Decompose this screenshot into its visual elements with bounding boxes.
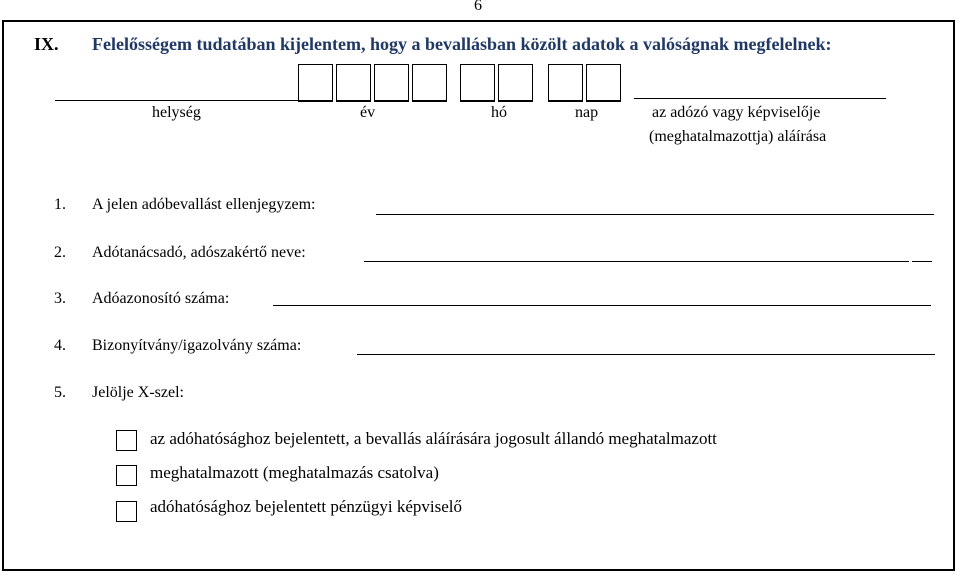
checkbox-label-permanent-agent: az adóhatósághoz bejelentett, a bevallás aláírására jogosult állandó meghatalmazott <box>150 429 717 448</box>
day-box-2[interactable] <box>586 64 621 102</box>
month-caption: hó <box>491 104 507 121</box>
checkbox-label-authorized-agent: meghatalmazott (meghatalmazás csatolva) <box>150 463 439 482</box>
item-number-5: 5. <box>54 384 66 401</box>
year-box-3[interactable] <box>374 64 409 102</box>
item-label-countersign: A jelen adóbevallást ellenjegyzem: <box>92 196 316 213</box>
month-box-1[interactable] <box>460 64 495 102</box>
item-label-advisor-name: Adótanácsadó, adószakértő neve: <box>92 244 306 261</box>
day-caption: nap <box>575 104 599 121</box>
page-number: 6 <box>474 0 482 14</box>
checkbox-authorized-agent[interactable] <box>116 465 137 486</box>
item-number-4: 4. <box>54 337 66 354</box>
checkbox-label-financial-representative: adóhatósághoz bejelentett pénzügyi képviselő <box>150 497 463 516</box>
certificate-line[interactable] <box>357 354 935 355</box>
item-number-3: 3. <box>54 290 66 307</box>
advisor-name-line[interactable] <box>364 261 909 262</box>
item-label-tax-id: Adóazonosító száma: <box>92 290 230 307</box>
day-box-1[interactable] <box>548 64 583 102</box>
countersign-line[interactable] <box>376 214 934 215</box>
signer-caption: az adózó vagy képviselője <box>652 104 821 121</box>
section-number: IX. <box>34 34 59 54</box>
item-number-1: 1. <box>54 196 66 213</box>
checkbox-financial-representative[interactable] <box>116 501 137 522</box>
year-box-1[interactable] <box>298 64 333 102</box>
month-box-2[interactable] <box>498 64 533 102</box>
declaration-text: Felelősségem tudatában kijelentem, hogy a bevallásban közölt adatok a valóságnak megfelelnek: <box>92 34 832 54</box>
place-line[interactable] <box>55 100 298 101</box>
signature-line[interactable] <box>634 98 886 99</box>
place-caption: helység <box>152 104 201 121</box>
item-label-certificate: Bizonyítvány/igazolvány száma: <box>92 337 302 354</box>
advisor-name-line-end <box>912 261 932 262</box>
year-box-4[interactable] <box>412 64 447 102</box>
year-box-2[interactable] <box>336 64 371 102</box>
year-caption: év <box>360 104 376 121</box>
item-label-mark-x: Jelölje X-szel: <box>92 384 184 401</box>
tax-id-line[interactable] <box>273 305 931 306</box>
checkbox-permanent-agent[interactable] <box>116 430 137 451</box>
item-number-2: 2. <box>54 244 66 261</box>
signer-caption-2: (meghatalmazottja) aláírása <box>649 128 827 145</box>
